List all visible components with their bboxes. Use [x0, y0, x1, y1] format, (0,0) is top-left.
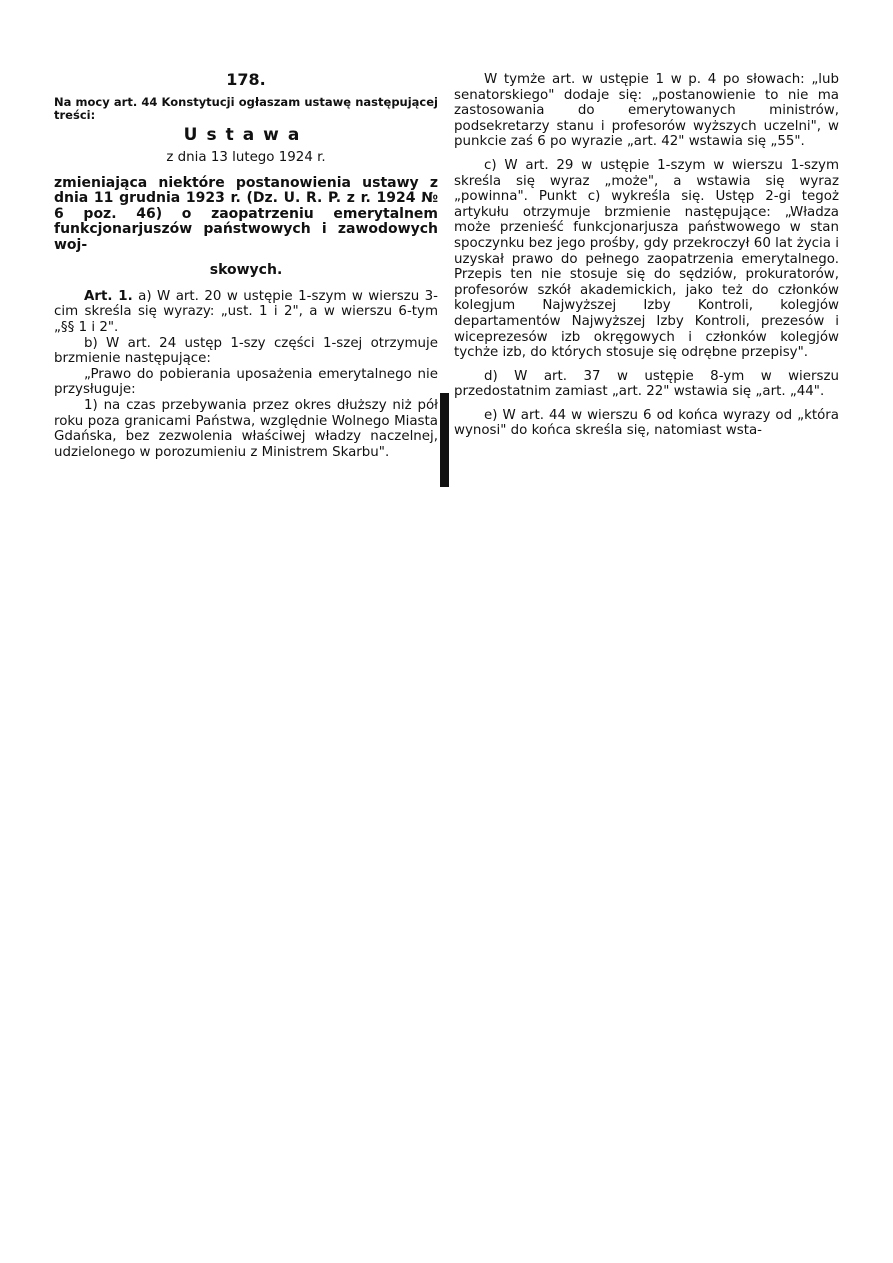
act-subtitle: zmieniająca niektóre postanowienia ustawy z dnia 11 grudnia 1923 r. (Dz. U. R. P. z r. 1924 № 6 poz. 46) o zaopatrzeniu emerytalnem funkcjonarjuszów państwowych i zawodowych woj- — [54, 174, 438, 253]
point-1: 1) na czas przebywania przez okres dłuższy niż pół roku poza granicami Państwa, względnie Wolnego Miasta Gdańska, bez zezwolenia właściwej władzy naczelnej, udzielonego w porozumieniu z Ministrem Skarbu". — [54, 397, 438, 460]
article-1-label: Art. 1. — [84, 288, 133, 304]
paragraph-continuation: W tymże art. w ustępie 1 w p. 4 po słowach: „lub senatorskiego" dodaje się: „postanowienie to nie ma zastosowania do emerytowanych ministrów, podsekretarzy stanu i profesorów wyższych uczelni", w punkcie zaś 6 po wyrazie „art. 42" wstawia się „55". — [454, 72, 839, 150]
paragraph-d: d) W art. 37 w ustępie 8-ym w wierszu przedostatnim zamiast „art. 22" wstawia się „art. „44". — [454, 368, 839, 400]
paragraph-c: c) W art. 29 w ustępie 1-szym w wierszu 1-szym skreśla się wyraz „może", a wstawia się wyraz „powinna". Punkt c) wykreśla się. Ustęp 2-gi tegoż artykułu otrzymuje brzmienie następujące: „Władza może przenieść funkcjonarjusza państwowego w stan spoczynku bez jego prośby, gdy przekroczył 60 lat życia i uzyskał prawo do pełnego zaopatrzenia emerytalnego. Przepis ten nie stosuje się do sędziów, prokuratorów, profesorów szkół akademickich, jako też do członków kolegjum Najwyższej Izby Kontroli, kolegjów departamentów Najwyższej Izby Kontroli, prezesów i wiceprezesów izb okręgowych i członków kolegjów tychże izb, do których stosuje się odrębne przepisy". — [454, 157, 839, 361]
intro-text: Na mocy art. 44 Konstytucji ogłaszam ustawę następującej treści: — [54, 94, 438, 122]
act-date: z dnia 13 lutego 1924 r. — [166, 150, 326, 166]
quote-start: „Prawo do pobierania uposażenia emerytalnego nie przysługuje: — [54, 366, 438, 398]
margin-bar — [440, 393, 449, 487]
act-number: 178. — [226, 70, 266, 89]
left-column — [54, 72, 438, 460]
act-subtitle-end: skowych. — [209, 262, 283, 279]
article-1-b: b) W art. 24 ustęp 1-szy części 1-szej otrzymuje brzmienie następujące: — [54, 335, 438, 367]
article-1-a — [54, 289, 438, 336]
paragraph-e: e) W art. 44 w wierszu 6 od końca wyrazy od „która wynosi" do końca skreśla się, natomiast wsta- — [454, 407, 839, 439]
right-column — [454, 72, 839, 439]
page-title: Ustawa — [183, 124, 309, 145]
article-1-a-text: a) W art. 20 w ustępie 1-szym w wierszu 3-cim skreśla się wyrazy: „ust. 1 i 2", a w wierszu 6-tym „§§ 1 i 2". — [54, 288, 438, 335]
